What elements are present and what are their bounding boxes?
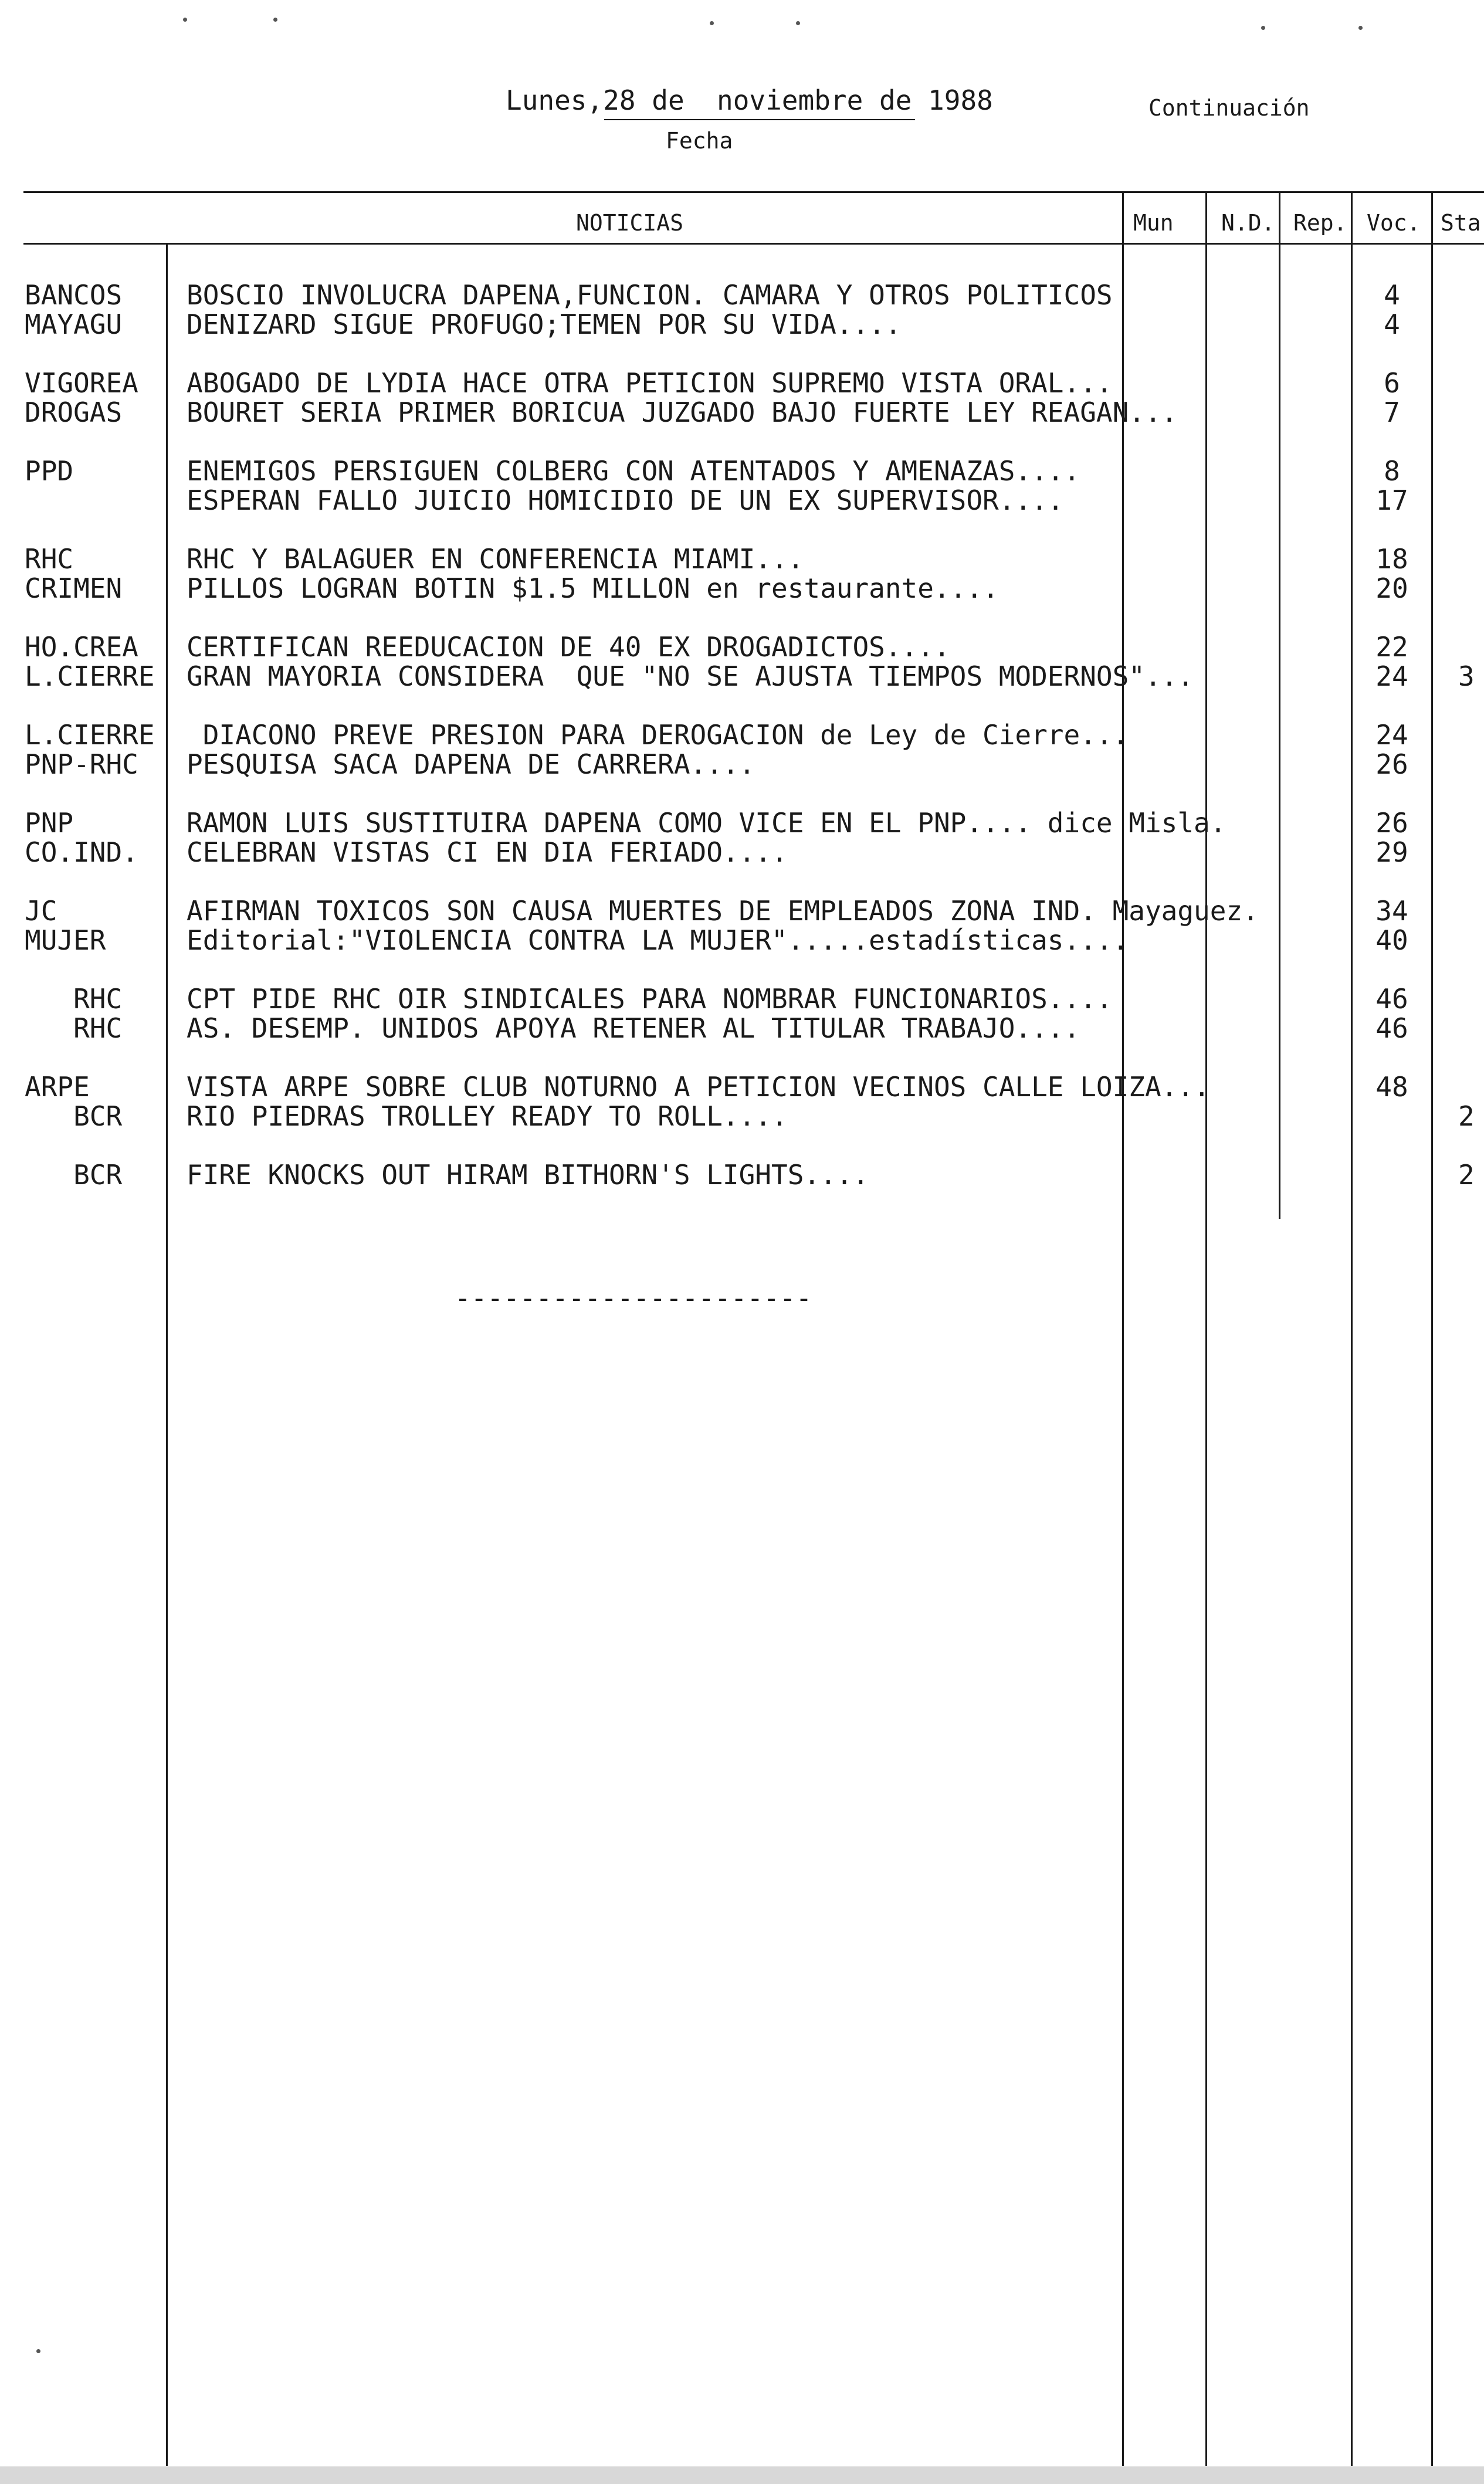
row-tag: HO.CREA bbox=[25, 631, 138, 663]
row-headline: Editorial:"VIOLENCIA CONTRA LA MUJER".....estadísticas.... bbox=[187, 924, 1129, 956]
nd-column-rule bbox=[1205, 192, 1207, 2466]
row-voc: 22 bbox=[1375, 631, 1408, 663]
scan-speck bbox=[183, 18, 187, 22]
row-tag: CRIMEN bbox=[25, 572, 123, 604]
row-tag: CO.IND. bbox=[25, 836, 138, 868]
row-headline: CELEBRAN VISTAS CI EN DIA FERIADO.... bbox=[187, 836, 788, 868]
row-voc: 48 bbox=[1375, 1071, 1408, 1103]
column-header-nd: N.D. bbox=[1221, 210, 1275, 236]
row-headline: GRAN MAYORIA CONSIDERA QUE "NO SE AJUSTA TIEMPOS MODERNOS"... bbox=[187, 660, 1194, 692]
row-tag: MUJER bbox=[25, 924, 106, 956]
row-tag: MAYAGU bbox=[25, 309, 123, 340]
row-tag: ARPE bbox=[25, 1071, 90, 1103]
voc-column-rule bbox=[1351, 192, 1353, 2466]
scan-speck bbox=[796, 21, 800, 25]
column-header-rep: Rep. bbox=[1293, 210, 1347, 236]
row-tag: PPD bbox=[25, 455, 74, 487]
row-voc: 26 bbox=[1375, 748, 1408, 780]
row-voc: 34 bbox=[1375, 895, 1408, 927]
row-sta: 3 bbox=[1458, 660, 1475, 692]
row-voc: 6 bbox=[1384, 367, 1400, 399]
mun-column-rule bbox=[1122, 192, 1124, 2466]
scan-speck bbox=[273, 18, 277, 22]
row-voc: 26 bbox=[1375, 807, 1408, 839]
row-tag: BANCOS bbox=[25, 279, 123, 311]
scan-speck bbox=[1261, 26, 1265, 30]
row-voc: 4 bbox=[1384, 309, 1400, 340]
row-voc: 7 bbox=[1384, 397, 1400, 428]
row-headline: RIO PIEDRAS TROLLEY READY TO ROLL.... bbox=[187, 1100, 788, 1132]
row-tag: PNP bbox=[25, 807, 74, 839]
row-sta: 2 bbox=[1458, 1100, 1475, 1132]
row-tag: RHC bbox=[25, 543, 74, 575]
row-tag: PNP-RHC bbox=[25, 748, 138, 780]
row-headline: PILLOS LOGRAN BOTIN $1.5 MILLON en restaurante.... bbox=[187, 572, 999, 604]
row-sta: 2 bbox=[1458, 1159, 1475, 1191]
row-tag: L.CIERRE bbox=[25, 660, 155, 692]
row-tag: RHC bbox=[25, 983, 123, 1015]
row-voc: 24 bbox=[1375, 660, 1408, 692]
row-voc: 29 bbox=[1375, 836, 1408, 868]
scan-speck bbox=[36, 2349, 40, 2353]
row-tag: L.CIERRE bbox=[25, 719, 155, 751]
row-tag: DROGAS bbox=[25, 397, 123, 428]
row-headline: DIACONO PREVE PRESION PARA DEROGACION de Ley de Cierre... bbox=[187, 719, 1129, 751]
date-underline bbox=[604, 119, 915, 120]
row-headline: ENEMIGOS PERSIGUEN COLBERG CON ATENTADOS Y AMENAZAS.... bbox=[187, 455, 1080, 487]
tag-column-rule bbox=[166, 243, 168, 2466]
row-headline: BOURET SERIA PRIMER BORICUA JUZGADO BAJO FUERTE LEY REAGAN... bbox=[187, 397, 1178, 428]
row-headline: CPT PIDE RHC OIR SINDICALES PARA NOMBRAR FUNCIONARIOS.... bbox=[187, 983, 1113, 1015]
row-voc: 8 bbox=[1384, 455, 1400, 487]
row-voc: 40 bbox=[1375, 924, 1408, 956]
row-tag: JC bbox=[25, 895, 57, 927]
row-headline: AFIRMAN TOXICOS SON CAUSA MUERTES DE EMPLEADOS ZONA IND. Mayaguez. bbox=[187, 895, 1259, 927]
scan-speck bbox=[1358, 26, 1363, 30]
row-headline: DENIZARD SIGUE PROFUGO;TEMEN POR SU VIDA.... bbox=[187, 309, 902, 340]
column-header-noticias: NOTICIAS bbox=[576, 210, 684, 236]
continuation-label: Continuación bbox=[1148, 95, 1310, 121]
column-header-voc: Voc. bbox=[1367, 210, 1421, 236]
rep-column-rule bbox=[1279, 192, 1280, 1219]
table-header-rule bbox=[23, 243, 1484, 245]
row-voc: 24 bbox=[1375, 719, 1408, 751]
row-headline: CERTIFICAN REEDUCACION DE 40 EX DROGADICTOS.... bbox=[187, 631, 950, 663]
row-headline: RAMON LUIS SUSTITUIRA DAPENA COMO VICE EN EL PNP.... dice Misla. bbox=[187, 807, 1226, 839]
row-headline: RHC Y BALAGUER EN CONFERENCIA MIAMI... bbox=[187, 543, 804, 575]
row-tag: BCR bbox=[25, 1100, 123, 1132]
date-label: Fecha bbox=[666, 128, 733, 154]
column-header-sta: Sta bbox=[1441, 210, 1481, 236]
row-tag: RHC bbox=[25, 1012, 123, 1044]
table-top-rule bbox=[23, 191, 1484, 193]
row-headline: ESPERAN FALLO JUICIO HOMICIDIO DE UN EX SUPERVISOR.... bbox=[187, 484, 1064, 516]
row-voc: 20 bbox=[1375, 572, 1408, 604]
row-tag: VIGOREA bbox=[25, 367, 138, 399]
scan-speck bbox=[710, 21, 714, 25]
row-tag: BCR bbox=[25, 1159, 123, 1191]
row-headline: BOSCIO INVOLUCRA DAPENA,FUNCION. CAMARA Y OTROS POLITICOS bbox=[187, 279, 1113, 311]
row-headline: VISTA ARPE SOBRE CLUB NOTURNO A PETICION VECINOS CALLE LOIZA... bbox=[187, 1071, 1210, 1103]
column-header-mun: Mun bbox=[1133, 210, 1174, 236]
page-date: Lunes,28 de noviembre de 1988 bbox=[506, 84, 993, 116]
scan-edge bbox=[0, 2466, 1484, 2484]
row-voc: 17 bbox=[1375, 484, 1408, 516]
row-headline: ABOGADO DE LYDIA HACE OTRA PETICION SUPREMO VISTA ORAL... bbox=[187, 367, 1113, 399]
row-voc: 18 bbox=[1375, 543, 1408, 575]
row-headline: AS. DESEMP. UNIDOS APOYA RETENER AL TITULAR TRABAJO.... bbox=[187, 1012, 1080, 1044]
row-headline: PESQUISA SACA DAPENA DE CARRERA.... bbox=[187, 748, 755, 780]
row-voc: 46 bbox=[1375, 1012, 1408, 1044]
sta-column-rule bbox=[1431, 192, 1433, 2466]
row-voc: 46 bbox=[1375, 983, 1408, 1015]
end-of-list-rule: ---------------------- bbox=[455, 1282, 812, 1314]
row-voc: 4 bbox=[1384, 279, 1400, 311]
row-headline: FIRE KNOCKS OUT HIRAM BITHORN'S LIGHTS.... bbox=[187, 1159, 869, 1191]
